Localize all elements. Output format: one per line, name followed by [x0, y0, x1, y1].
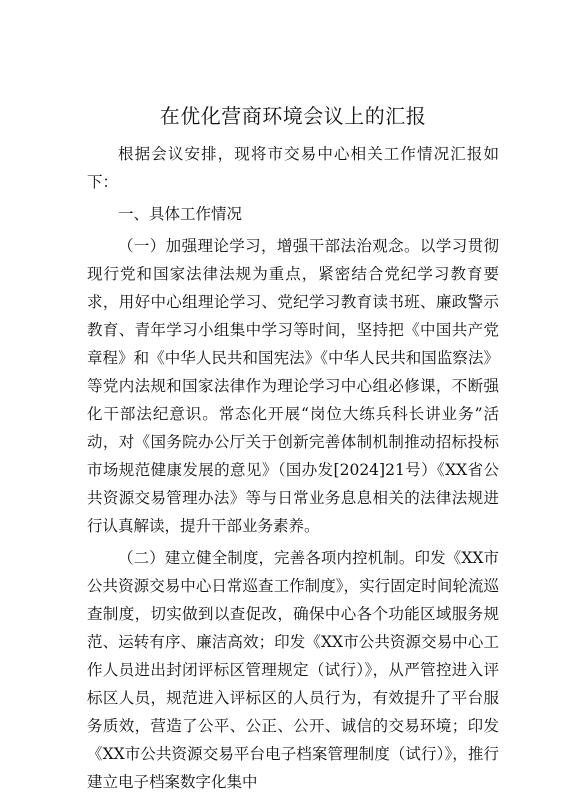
document-title: 在优化营商环境会议上的汇报 — [159, 104, 427, 128]
paragraph-1: （一）加强理论学习，增强干部法治观念。以学习贯彻现行党和国家法律法规为重点，紧密结合党纪学习教育要求，用好中心组理论学习、党纪学习教育读书班、廉政警示教育、青年学习小组集中学习等时间，坚持把《中国共产党章程》和《中华人民共和国宪法》《中华人民共和国监察法》等党内法规和国家法律作为理论学习中心组必修课，不断强化干部法纪意识。常态化开展“岗位大练兵科长讲业务”活动，对《国务院办公厅关于创新完善体制机制推动招标投标市场规范健康发展的意见》（国办发[2024]21号）《XX省公共资源交易管理办法》等与日常业务息息相关的法律法规进行认真解读，提升干部业务素养。 — [87, 237, 499, 535]
intro-paragraph: 根据会议安排，现将市交易中心相关工作情况汇报如下： — [87, 145, 499, 191]
document-body — [87, 140, 499, 796]
paragraph-2: （二）建立健全制度，完善各项内控机制。印发《XX市公共资源交易中心日常巡查工作制度》，实行固定时间轮流巡查制度，切实做到以查促改，确保中心各个功能区域服务规范、运转有序、廉洁高效；印发《XX市公共资源交易中心工作人员进出封闭评标区管理规定（试行）》，从严管控进入评标区人员，规范进入评标区的人员行为，有效提升了平台服务质效，营造了公平、公正、公开、诚信的交易环境；印发《XX市公共资源交易平台电子档案管理制度（试行）》，推行建立电子档案数字化集中 — [87, 549, 499, 791]
section-heading: 一、具体工作情况 — [118, 205, 243, 223]
